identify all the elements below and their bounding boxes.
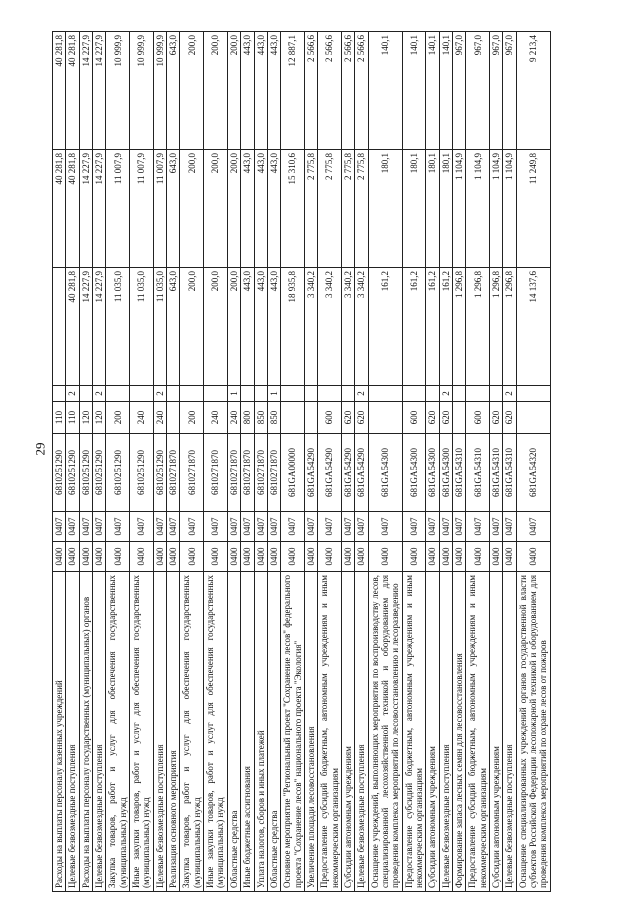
- amount-year-1-cell: 161,2: [368, 268, 402, 386]
- section-code-cell: 0400: [93, 542, 106, 572]
- amount-year-2-cell: 40 281,8: [53, 150, 66, 268]
- expense-type-cell: [167, 402, 180, 434]
- amount-year-2-cell: 11 249,8: [516, 150, 550, 268]
- amount-year-2-cell: 443,0: [254, 150, 267, 268]
- section-code-cell: 0400: [130, 542, 154, 572]
- amount-year-1-cell: 11 035,0: [130, 268, 154, 386]
- amount-year-3-cell: 10 999,9: [153, 32, 166, 150]
- row-name-cell: Целевые безвозмездные поступления: [153, 572, 166, 892]
- section-code-cell: 0400: [241, 542, 254, 572]
- table-row: [439, 32, 452, 892]
- expense-type-cell: 620: [439, 402, 452, 434]
- funding-source-cell: [304, 386, 317, 402]
- row-name-cell: Расходы на выплаты персоналу государственных (муниципальных) органов: [79, 572, 92, 892]
- section-code-cell: 0400: [204, 542, 228, 572]
- subsection-code-cell: 0407: [241, 512, 254, 542]
- target-article-cell: 681GA54290: [341, 434, 354, 512]
- subsection-code-cell: 0407: [281, 512, 305, 542]
- funding-source-cell: [130, 386, 154, 402]
- amount-year-2-cell: 2 775,8: [355, 150, 368, 268]
- row-name-cell: Целевые безвозмездные поступления: [503, 572, 516, 892]
- row-name-cell: Целевые безвозмездные поступления: [93, 572, 106, 892]
- amount-year-1-cell: [53, 268, 66, 386]
- funding-source-cell: [426, 386, 439, 402]
- target-article-cell: 6810271870: [267, 434, 280, 512]
- amount-year-3-cell: 140,1: [368, 32, 402, 150]
- amount-year-3-cell: 10 999,9: [106, 32, 130, 150]
- page-number: 29: [32, 442, 48, 456]
- target-article-cell: 681GA54310: [453, 434, 466, 512]
- target-article-cell: 681GA54310: [503, 434, 516, 512]
- section-code-cell: 0400: [341, 542, 354, 572]
- amount-year-1-cell: 1 296,8: [466, 268, 490, 386]
- funding-source-cell: 2: [439, 386, 452, 402]
- table-row: [516, 32, 550, 892]
- funding-source-cell: [490, 386, 503, 402]
- target-article-cell: 681GA54290: [318, 434, 342, 512]
- funding-source-cell: 2: [66, 386, 79, 402]
- target-article-cell: 681GA00000: [281, 434, 305, 512]
- subsection-code-cell: 0407: [355, 512, 368, 542]
- table-row: [167, 32, 180, 892]
- amount-year-1-cell: 3 340,2: [355, 268, 368, 386]
- subsection-code-cell: 0407: [490, 512, 503, 542]
- section-code-cell: 0400: [53, 542, 66, 572]
- section-code-cell: 0400: [167, 542, 180, 572]
- amount-year-2-cell: 2 775,8: [341, 150, 354, 268]
- target-article-cell: 6810271870: [241, 434, 254, 512]
- amount-year-2-cell: 11 007,9: [130, 150, 154, 268]
- target-article-cell: 6810251290: [53, 434, 66, 512]
- funding-source-cell: [167, 386, 180, 402]
- amount-year-3-cell: 443,0: [267, 32, 280, 150]
- subsection-code-cell: 0407: [227, 512, 240, 542]
- amount-year-1-cell: 643,0: [167, 268, 180, 386]
- target-article-cell: 6810271870: [204, 434, 228, 512]
- amount-year-3-cell: 200,0: [180, 32, 204, 150]
- amount-year-3-cell: 2 566,6: [304, 32, 317, 150]
- funding-source-cell: [281, 386, 305, 402]
- row-name-cell: Закупка товаров, работ и услуг для обеспечения государственных (муниципальных) нужд: [180, 572, 204, 892]
- expense-type-cell: 850: [267, 402, 280, 434]
- table-row: [53, 32, 66, 892]
- amount-year-3-cell: 140,1: [439, 32, 452, 150]
- section-code-cell: 0400: [368, 542, 402, 572]
- amount-year-1-cell: 200,0: [180, 268, 204, 386]
- target-article-cell: 681GA54310: [490, 434, 503, 512]
- section-code-cell: 0400: [66, 542, 79, 572]
- amount-year-2-cell: 200,0: [180, 150, 204, 268]
- section-code-cell: 0400: [180, 542, 204, 572]
- target-article-cell: 6810251290: [153, 434, 166, 512]
- expense-type-cell: 110: [66, 402, 79, 434]
- amount-year-1-cell: 161,2: [439, 268, 452, 386]
- amount-year-2-cell: 2 775,8: [304, 150, 317, 268]
- row-name-cell: Основное мероприятие "Региональный проект "Сохранение лесов" федерального проекта "Сохранение лесов" национального проекта "Экология": [281, 572, 305, 892]
- amount-year-1-cell: 161,2: [426, 268, 439, 386]
- amount-year-2-cell: 15 310,6: [281, 150, 305, 268]
- table-row: [241, 32, 254, 892]
- amount-year-3-cell: 443,0: [241, 32, 254, 150]
- amount-year-2-cell: 1 104,9: [466, 150, 490, 268]
- row-name-cell: Предоставление субсидий бюджетным, автономным учреждениям и иным некоммерческим организациям: [402, 572, 426, 892]
- row-name-cell: Оснащение специализированных учреждений органов государственной власти субъектов Российской Федерации лесопожарной техникой и оборудованием для проведения комплекса мероприятий по охране лесов от пожаров: [516, 572, 550, 892]
- row-name-cell: Оснащение учреждений, выполняющих мероприятия по воспроизводству лесов, специализированной лесохозяйственной техникой и оборудованием для проведения комплекса мероприятий по лесовосстановлению и лесоразведению: [368, 572, 402, 892]
- subsection-code-cell: 0407: [167, 512, 180, 542]
- table-row: [368, 32, 402, 892]
- expense-type-cell: 110: [53, 402, 66, 434]
- amount-year-2-cell: 443,0: [267, 150, 280, 268]
- row-name-cell: Предоставление субсидий бюджетным, автономным учреждениям и иным некоммерческим организациям: [318, 572, 342, 892]
- funding-source-cell: [516, 386, 550, 402]
- target-article-cell: 681GA54290: [355, 434, 368, 512]
- section-code-cell: 0400: [466, 542, 490, 572]
- amount-year-3-cell: 140,1: [426, 32, 439, 150]
- amount-year-3-cell: 967,0: [453, 32, 466, 150]
- amount-year-2-cell: 14 227,9: [93, 150, 106, 268]
- section-code-cell: 0400: [426, 542, 439, 572]
- table-row: [93, 32, 106, 892]
- table-body: [53, 32, 551, 892]
- row-name-cell: Уплата налогов, сборов и иных платежей: [254, 572, 267, 892]
- funding-source-cell: [254, 386, 267, 402]
- subsection-code-cell: 0407: [153, 512, 166, 542]
- target-article-cell: 6810251290: [106, 434, 130, 512]
- amount-year-2-cell: 643,0: [167, 150, 180, 268]
- table-row: [254, 32, 267, 892]
- amount-year-1-cell: 11 035,0: [106, 268, 130, 386]
- funding-source-cell: 2: [355, 386, 368, 402]
- expense-type-cell: 200: [180, 402, 204, 434]
- subsection-code-cell: 0407: [130, 512, 154, 542]
- amount-year-2-cell: 40 281,8: [66, 150, 79, 268]
- expense-type-cell: 240: [204, 402, 228, 434]
- expense-type-cell: 600: [402, 402, 426, 434]
- expense-type-cell: 600: [318, 402, 342, 434]
- target-article-cell: 6810271870: [254, 434, 267, 512]
- target-article-cell: 6810251290: [79, 434, 92, 512]
- table-row: [227, 32, 240, 892]
- amount-year-1-cell: 3 340,2: [341, 268, 354, 386]
- target-article-cell: 6810251290: [66, 434, 79, 512]
- row-name-cell: Целевые безвозмездные поступления: [66, 572, 79, 892]
- table-row: [180, 32, 204, 892]
- section-code-cell: 0400: [355, 542, 368, 572]
- budget-table: [52, 31, 551, 892]
- funding-source-cell: [180, 386, 204, 402]
- amount-year-3-cell: 643,0: [167, 32, 180, 150]
- subsection-code-cell: 0407: [453, 512, 466, 542]
- table-row: [341, 32, 354, 892]
- target-article-cell: 6810251290: [93, 434, 106, 512]
- amount-year-2-cell: 180,1: [368, 150, 402, 268]
- table-row: [130, 32, 154, 892]
- row-name-cell: Субсидии автономным учреждениям: [341, 572, 354, 892]
- amount-year-1-cell: 14 137,6: [516, 268, 550, 386]
- section-code-cell: 0400: [490, 542, 503, 572]
- target-article-cell: 681GA54290: [304, 434, 317, 512]
- subsection-code-cell: 0407: [267, 512, 280, 542]
- row-name-cell: Областные средства: [267, 572, 280, 892]
- row-name-cell: Увеличение площади лесовосстановления: [304, 572, 317, 892]
- expense-type-cell: [368, 402, 402, 434]
- subsection-code-cell: 0407: [318, 512, 342, 542]
- amount-year-1-cell: 14 227,9: [79, 268, 92, 386]
- amount-year-3-cell: 200,0: [204, 32, 228, 150]
- table-row: [453, 32, 466, 892]
- amount-year-2-cell: 14 227,9: [79, 150, 92, 268]
- subsection-code-cell: 0407: [341, 512, 354, 542]
- subsection-code-cell: 0407: [79, 512, 92, 542]
- amount-year-1-cell: 200,0: [204, 268, 228, 386]
- table-row: [267, 32, 280, 892]
- expense-type-cell: 620: [503, 402, 516, 434]
- funding-source-cell: [368, 386, 402, 402]
- target-article-cell: 6810271870: [167, 434, 180, 512]
- target-article-cell: 681GA54300: [402, 434, 426, 512]
- expense-type-cell: 120: [93, 402, 106, 434]
- funding-source-cell: 2: [503, 386, 516, 402]
- expense-type-cell: 850: [254, 402, 267, 434]
- row-name-cell: Областные средства: [227, 572, 240, 892]
- amount-year-3-cell: 140,1: [402, 32, 426, 150]
- target-article-cell: 681GA54320: [516, 434, 550, 512]
- amount-year-2-cell: 11 007,9: [106, 150, 130, 268]
- table-row: [281, 32, 305, 892]
- expense-type-cell: [453, 402, 466, 434]
- amount-year-3-cell: 40 281,8: [66, 32, 79, 150]
- row-name-cell: Предоставление субсидий бюджетным, автономным учреждениям и иным некоммерческим организациям: [466, 572, 490, 892]
- amount-year-1-cell: 443,0: [267, 268, 280, 386]
- amount-year-2-cell: 180,1: [402, 150, 426, 268]
- expense-type-cell: 620: [355, 402, 368, 434]
- section-code-cell: 0400: [106, 542, 130, 572]
- table-row: [79, 32, 92, 892]
- amount-year-3-cell: 967,0: [466, 32, 490, 150]
- amount-year-2-cell: 2 775,8: [318, 150, 342, 268]
- amount-year-2-cell: 11 007,9: [153, 150, 166, 268]
- table-row: [153, 32, 166, 892]
- row-name-cell: Субсидии автономным учреждениям: [490, 572, 503, 892]
- expense-type-cell: [516, 402, 550, 434]
- target-article-cell: 681GA54310: [466, 434, 490, 512]
- expense-type-cell: [304, 402, 317, 434]
- amount-year-1-cell: 1 296,8: [490, 268, 503, 386]
- amount-year-1-cell: 1 296,8: [503, 268, 516, 386]
- subsection-code-cell: 0407: [466, 512, 490, 542]
- rotated-table-container: [52, 32, 549, 892]
- target-article-cell: 681GA54300: [368, 434, 402, 512]
- table-row: [503, 32, 516, 892]
- expense-type-cell: 620: [341, 402, 354, 434]
- funding-source-cell: [79, 386, 92, 402]
- amount-year-2-cell: 1 104,9: [490, 150, 503, 268]
- amount-year-1-cell: 443,0: [254, 268, 267, 386]
- section-code-cell: 0400: [304, 542, 317, 572]
- expense-type-cell: 620: [490, 402, 503, 434]
- subsection-code-cell: 0407: [439, 512, 452, 542]
- table-row: [426, 32, 439, 892]
- target-article-cell: 6810271870: [180, 434, 204, 512]
- expense-type-cell: 240: [130, 402, 154, 434]
- amount-year-1-cell: 40 281,8: [66, 268, 79, 386]
- amount-year-3-cell: 2 566,6: [355, 32, 368, 150]
- funding-source-cell: [318, 386, 342, 402]
- amount-year-2-cell: 180,1: [426, 150, 439, 268]
- row-name-cell: Иные закупки товаров, работ и услуг для обеспечения государственных (муниципальных) нужд: [204, 572, 228, 892]
- section-code-cell: 0400: [402, 542, 426, 572]
- funding-source-cell: [53, 386, 66, 402]
- expense-type-cell: 800: [241, 402, 254, 434]
- section-code-cell: 0400: [153, 542, 166, 572]
- subsection-code-cell: 0407: [368, 512, 402, 542]
- subsection-code-cell: 0407: [53, 512, 66, 542]
- amount-year-3-cell: 443,0: [254, 32, 267, 150]
- amount-year-1-cell: 14 227,9: [93, 268, 106, 386]
- table-row: [318, 32, 342, 892]
- amount-year-2-cell: 1 104,9: [453, 150, 466, 268]
- subsection-code-cell: 0407: [402, 512, 426, 542]
- subsection-code-cell: 0407: [516, 512, 550, 542]
- funding-source-cell: 2: [153, 386, 166, 402]
- subsection-code-cell: 0407: [503, 512, 516, 542]
- subsection-code-cell: 0407: [304, 512, 317, 542]
- expense-type-cell: [281, 402, 305, 434]
- amount-year-2-cell: 200,0: [227, 150, 240, 268]
- amount-year-2-cell: 180,1: [439, 150, 452, 268]
- target-article-cell: 681GA54300: [439, 434, 452, 512]
- funding-source-cell: [204, 386, 228, 402]
- funding-source-cell: 1: [227, 386, 240, 402]
- amount-year-2-cell: 443,0: [241, 150, 254, 268]
- table-row: [355, 32, 368, 892]
- amount-year-3-cell: 12 887,1: [281, 32, 305, 150]
- amount-year-3-cell: 14 227,9: [79, 32, 92, 150]
- row-name-cell: Целевые безвозмездные поступления: [439, 572, 452, 892]
- funding-source-cell: [341, 386, 354, 402]
- expense-type-cell: 600: [466, 402, 490, 434]
- table-row: [490, 32, 503, 892]
- target-article-cell: 6810251290: [130, 434, 154, 512]
- funding-source-cell: [241, 386, 254, 402]
- subsection-code-cell: 0407: [180, 512, 204, 542]
- expense-type-cell: 240: [153, 402, 166, 434]
- section-code-cell: 0400: [516, 542, 550, 572]
- expense-type-cell: 200: [106, 402, 130, 434]
- amount-year-1-cell: 161,2: [402, 268, 426, 386]
- section-code-cell: 0400: [503, 542, 516, 572]
- row-name-cell: Закупка товаров, работ и услуг для обеспечения государственных (муниципальных) нужд: [106, 572, 130, 892]
- amount-year-3-cell: 2 566,6: [341, 32, 354, 150]
- amount-year-1-cell: 1 296,8: [453, 268, 466, 386]
- funding-source-cell: 1: [267, 386, 280, 402]
- section-code-cell: 0400: [439, 542, 452, 572]
- row-name-cell: Субсидии автономным учреждениям: [426, 572, 439, 892]
- section-code-cell: 0400: [318, 542, 342, 572]
- funding-source-cell: 2: [93, 386, 106, 402]
- amount-year-3-cell: 200,0: [227, 32, 240, 150]
- funding-source-cell: [453, 386, 466, 402]
- table-row: [106, 32, 130, 892]
- amount-year-1-cell: 18 935,8: [281, 268, 305, 386]
- row-name-cell: Расходы на выплаты персоналу казенных учреждений: [53, 572, 66, 892]
- target-article-cell: 6810271870: [227, 434, 240, 512]
- section-code-cell: 0400: [453, 542, 466, 572]
- funding-source-cell: [402, 386, 426, 402]
- amount-year-3-cell: 9 213,4: [516, 32, 550, 150]
- amount-year-1-cell: 3 340,2: [304, 268, 317, 386]
- amount-year-1-cell: 3 340,2: [318, 268, 342, 386]
- amount-year-3-cell: 2 566,6: [318, 32, 342, 150]
- row-name-cell: Иные закупки товаров, работ и услуг для обеспечения государственных (муниципальных) нужд: [130, 572, 154, 892]
- subsection-code-cell: 0407: [106, 512, 130, 542]
- amount-year-1-cell: 200,0: [227, 268, 240, 386]
- subsection-code-cell: 0407: [204, 512, 228, 542]
- row-name-cell: Целевые безвозмездные поступления: [355, 572, 368, 892]
- amount-year-3-cell: 10 999,9: [130, 32, 154, 150]
- section-code-cell: 0400: [254, 542, 267, 572]
- subsection-code-cell: 0407: [426, 512, 439, 542]
- amount-year-1-cell: 443,0: [241, 268, 254, 386]
- subsection-code-cell: 0407: [93, 512, 106, 542]
- funding-source-cell: [106, 386, 130, 402]
- amount-year-1-cell: 11 035,0: [153, 268, 166, 386]
- amount-year-2-cell: 200,0: [204, 150, 228, 268]
- amount-year-2-cell: 1 104,9: [503, 150, 516, 268]
- amount-year-3-cell: 967,0: [490, 32, 503, 150]
- table-row: [402, 32, 426, 892]
- amount-year-3-cell: 14 227,9: [93, 32, 106, 150]
- section-code-cell: 0400: [227, 542, 240, 572]
- section-code-cell: 0400: [281, 542, 305, 572]
- table-row: [204, 32, 228, 892]
- row-name-cell: Иные бюджетные ассигнования: [241, 572, 254, 892]
- amount-year-3-cell: 967,0: [503, 32, 516, 150]
- table-row: [466, 32, 490, 892]
- expense-type-cell: 620: [426, 402, 439, 434]
- table-row: [304, 32, 317, 892]
- table-row: [66, 32, 79, 892]
- target-article-cell: 681GA54300: [426, 434, 439, 512]
- subsection-code-cell: 0407: [66, 512, 79, 542]
- subsection-code-cell: 0407: [254, 512, 267, 542]
- amount-year-3-cell: 40 281,8: [53, 32, 66, 150]
- funding-source-cell: [466, 386, 490, 402]
- expense-type-cell: 120: [79, 402, 92, 434]
- section-code-cell: 0400: [267, 542, 280, 572]
- section-code-cell: 0400: [79, 542, 92, 572]
- row-name-cell: Реализация основного мероприятия: [167, 572, 180, 892]
- row-name-cell: Формирование запаса лесных семян для лесовосстановления: [453, 572, 466, 892]
- expense-type-cell: 240: [227, 402, 240, 434]
